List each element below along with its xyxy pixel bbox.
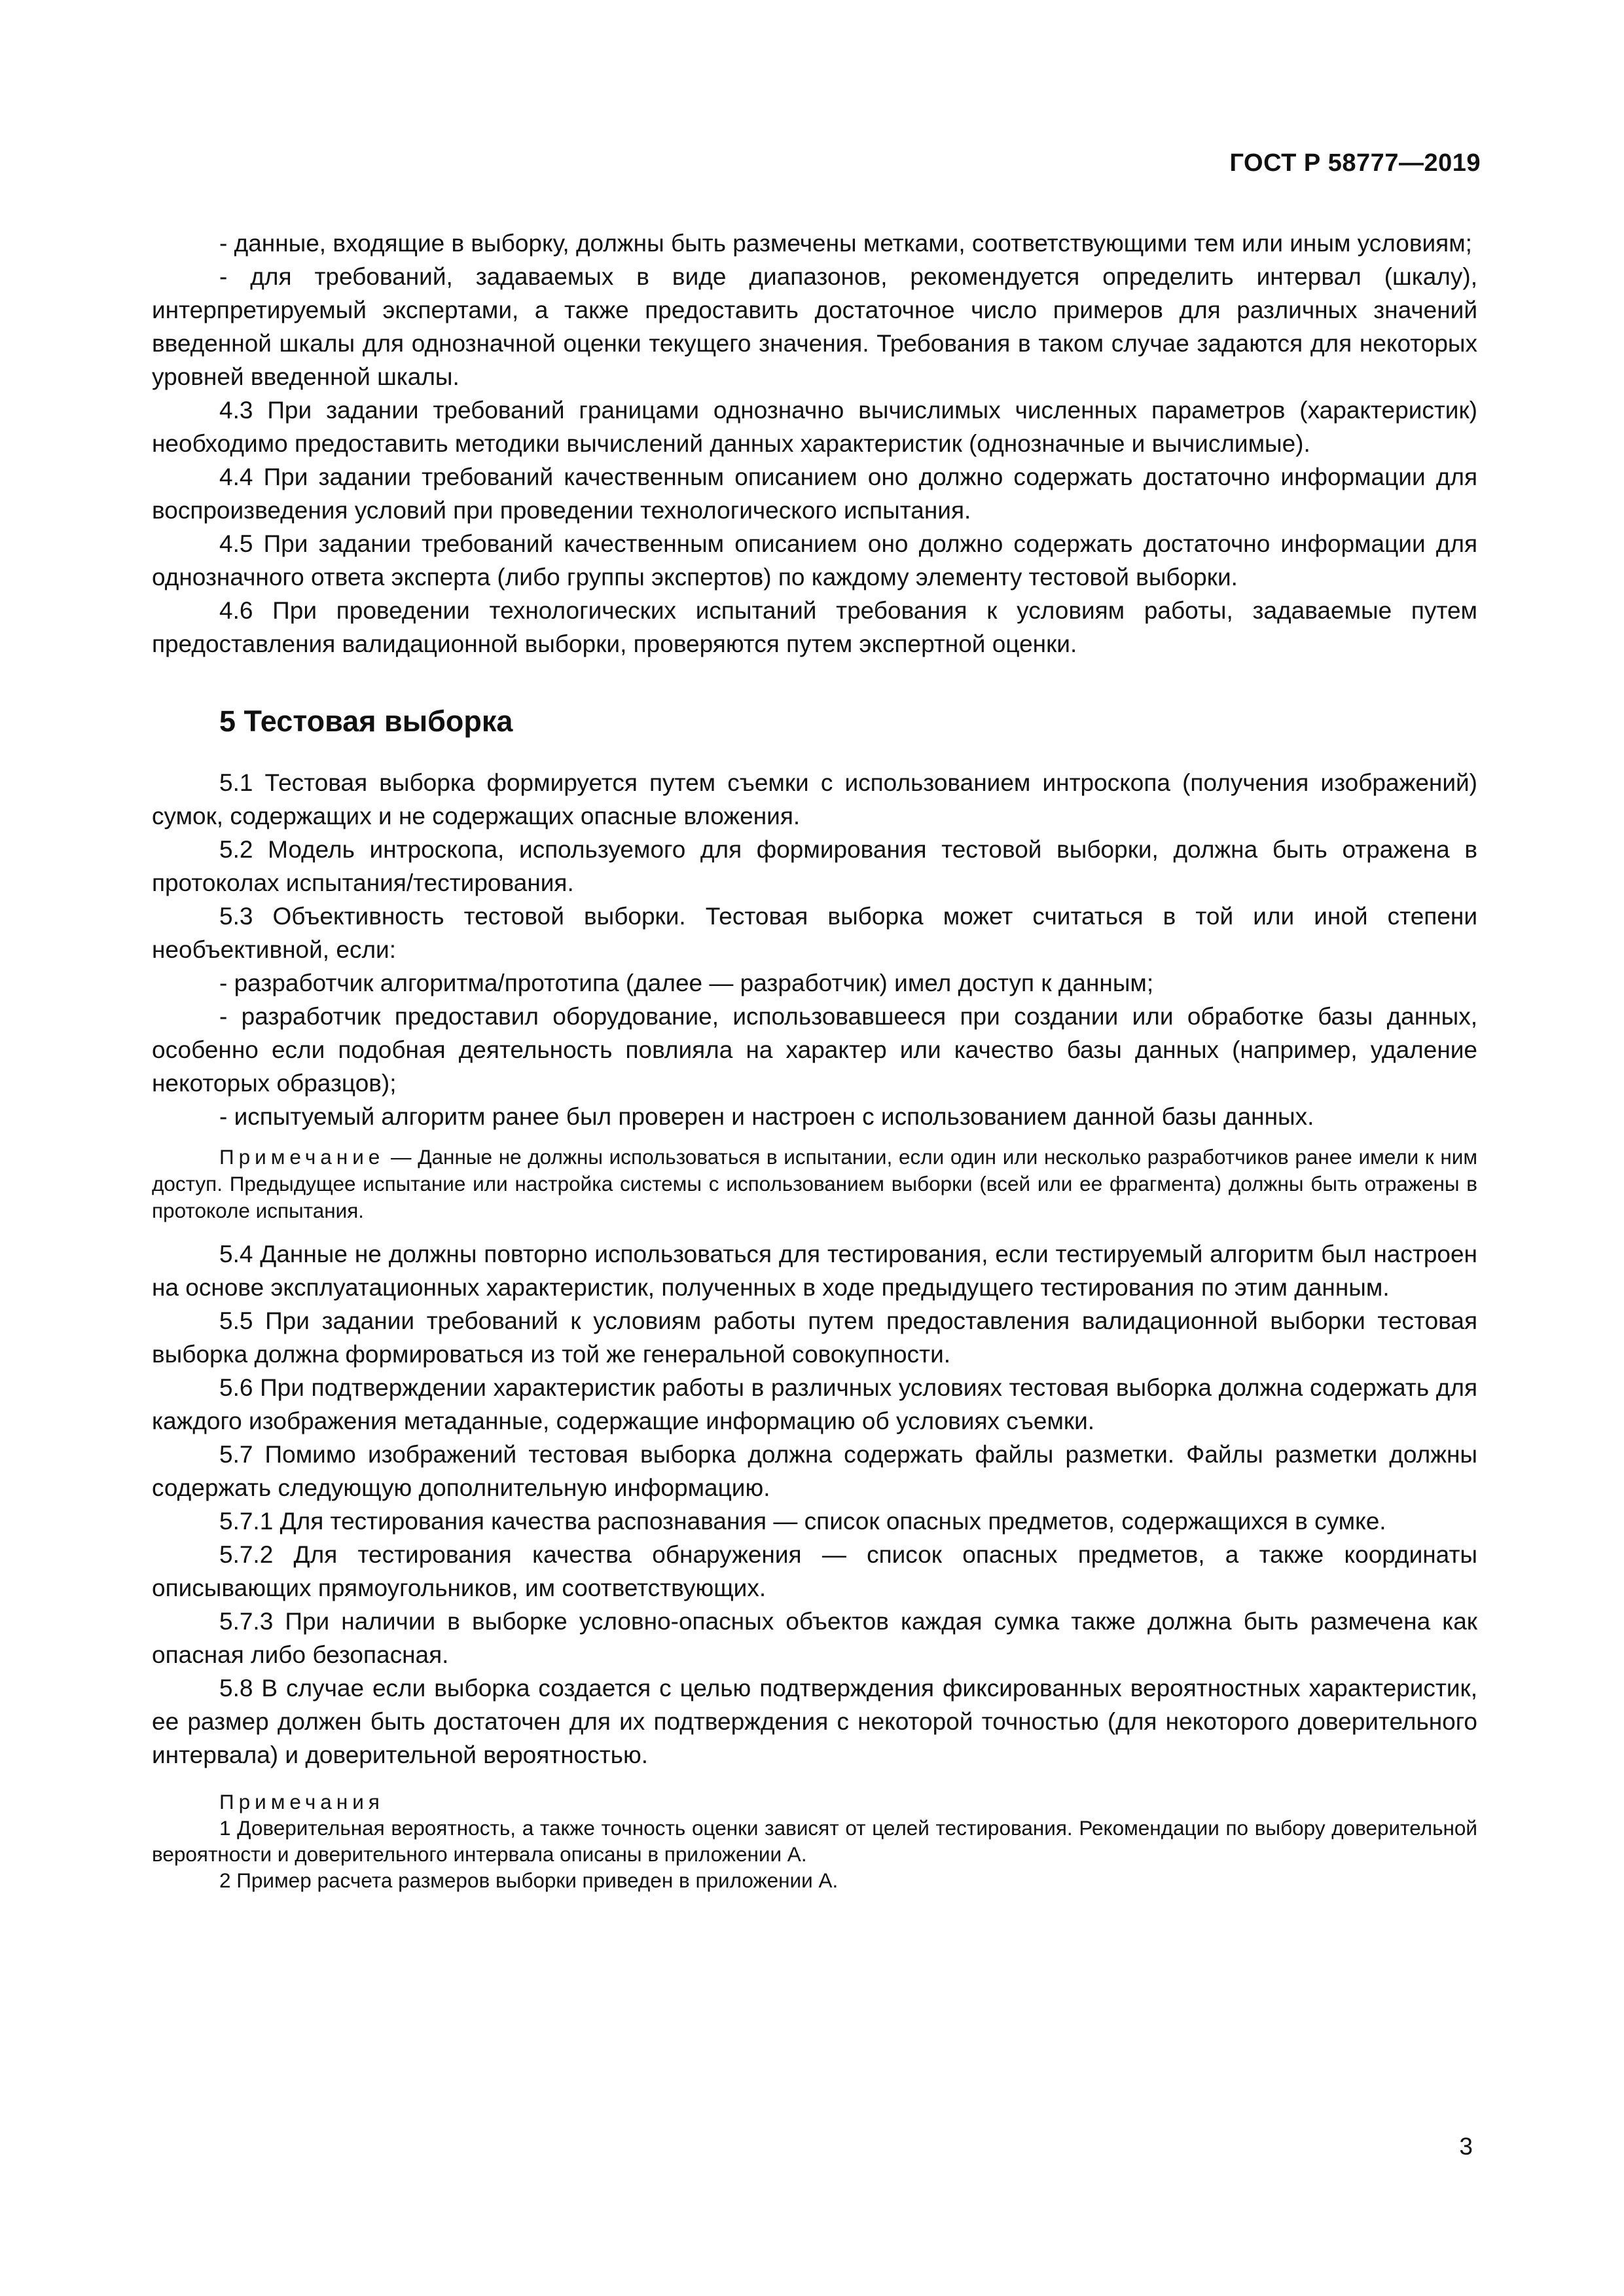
list-item: - разработчик алгоритма/прототипа (далее — разработчик) имел доступ к данным;	[219, 970, 1154, 996]
paragraph: 4.3 При задании требований границами однозначно вычислимых численных параметров (характеристик) необходимо предоставить методики вычислений данных характеристик (однозначные и вычислимые).	[152, 397, 1477, 457]
paragraph: 5.7.1 Для тестирования качества распознавания — список опасных предметов, содержащихся в сумке.	[219, 1508, 1386, 1535]
paragraph: 5.1 Тестовая выборка формируется путем съемки с использованием интроскопа (получения изображений) сумок, содержащих и не содержащих опасные вложения.	[152, 769, 1477, 829]
paragraph: 5.7 Помимо изображений тестовая выборка должна содержать файлы разметки. Файлы разметки должны содержать следующую дополнительную информацию.	[152, 1441, 1477, 1501]
paragraph: 4.6 При проведении технологических испытаний требования к условиям работы, задаваемые путем предоставления валидационной выборки, проверяются путем экспертной оценки.	[152, 597, 1477, 657]
list-item: - разработчик предоставил оборудование, использовавшееся при создании или обработке базы данных, особенно если подобная деятельность повлияла на характер или качество базы данных (например, удаление некоторых образцов);	[152, 1003, 1477, 1097]
note-label: Примечание	[219, 1145, 385, 1169]
page-number: 3	[1459, 2133, 1473, 2160]
paragraph: 5.5 При задании требований к условиям работы путем предоставления валидационной выборки тестовая выборка должна формироваться из той же генеральной совокупности.	[152, 1307, 1477, 1368]
note-text: — Данные не должны использоваться в испытании, если один или несколько разработчиков ранее имели к ним доступ. Предыдущее испытание или настройка системы с использованием выборки (всей или ее фрагмента) должны быть отражены в протоколе испытания.	[152, 1145, 1477, 1222]
paragraph: 5.7.2 Для тестирования качества обнаружения — список опасных предметов, а также координаты описывающих прямоугольников, им соответствующих.	[152, 1541, 1477, 1601]
paragraph: 5.6 При подтверждении характеристик работы в различных условиях тестовая выборка должна содержать для каждого изображения метаданные, содержащие информацию об условиях съемки.	[152, 1374, 1477, 1434]
document-body	[152, 227, 1477, 1893]
paragraph: 5.3 Объективность тестовой выборки. Тестовая выборка может считаться в той или иной степени необъективной, если:	[152, 903, 1477, 963]
paragraph: 4.4 При задании требований качественным описанием оно должно содержать достаточно информации для воспроизведения условий при проведении технологического испытания.	[152, 464, 1477, 524]
paragraph: 5.2 Модель интроскопа, используемого для формирования тестовой выборки, должна быть отражена в протоколах испытания/тестирования.	[152, 836, 1477, 896]
note-item: 1 Доверительная вероятность, а также точность оценки зависят от целей тестирования. Рекомендации по выбору доверительной вероятности и доверительного интервала описаны в приложении А.	[152, 1816, 1477, 1866]
paragraph: 4.5 При задании требований качественным описанием оно должно содержать достаточно информации для однозначного ответа эксперта (либо группы экспертов) по каждому элементу тестовой выборки.	[152, 530, 1477, 591]
paragraph: 5.7.3 При наличии в выборке условно-опасных объектов каждая сумка также должна быть размечена как опасная либо безопасная.	[152, 1608, 1477, 1668]
document-code-header: ГОСТ Р 58777—2019	[1229, 149, 1481, 177]
notes-block	[152, 1789, 1477, 1893]
section-heading: 5 Тестовая выборка	[219, 704, 513, 738]
paragraph: 5.8 В случае если выборка создается с целью подтверждения фиксированных вероятностных характеристик, ее размер должен быть достаточен для их подтверждения с некоторой точностью (для некоторого доверительного интервала) и доверительной вероятностью.	[152, 1675, 1477, 1768]
paragraph: 5.4 Данные не должны повторно использоваться для тестирования, если тестируемый алгоритм был настроен на основе эксплуатационных характеристик, полученных в ходе предыдущего тестирования по этим данным.	[152, 1241, 1477, 1301]
paragraph: - для требований, задаваемых в виде диапазонов, рекомендуется определить интервал (шкалу), интерпретируемый экспертами, а также предоставить достаточное число примеров для различных значений введенной шкалы для однозначной оценки текущего значения. Требования в таком случае задаются для некоторых уровней введенной шкалы.	[152, 263, 1477, 390]
note	[152, 1144, 1477, 1224]
list-item: - испытуемый алгоритм ранее был проверен и настроен с использованием данной базы данных.	[219, 1103, 1314, 1130]
paragraph: - данные, входящие в выборку, должны быть размечены метками, соответствующими тем или иным условиям;	[219, 230, 1472, 257]
notes-title: Примечания	[219, 1790, 384, 1813]
note-item: 2 Пример расчета размеров выборки приведен в приложении А.	[219, 1868, 839, 1892]
